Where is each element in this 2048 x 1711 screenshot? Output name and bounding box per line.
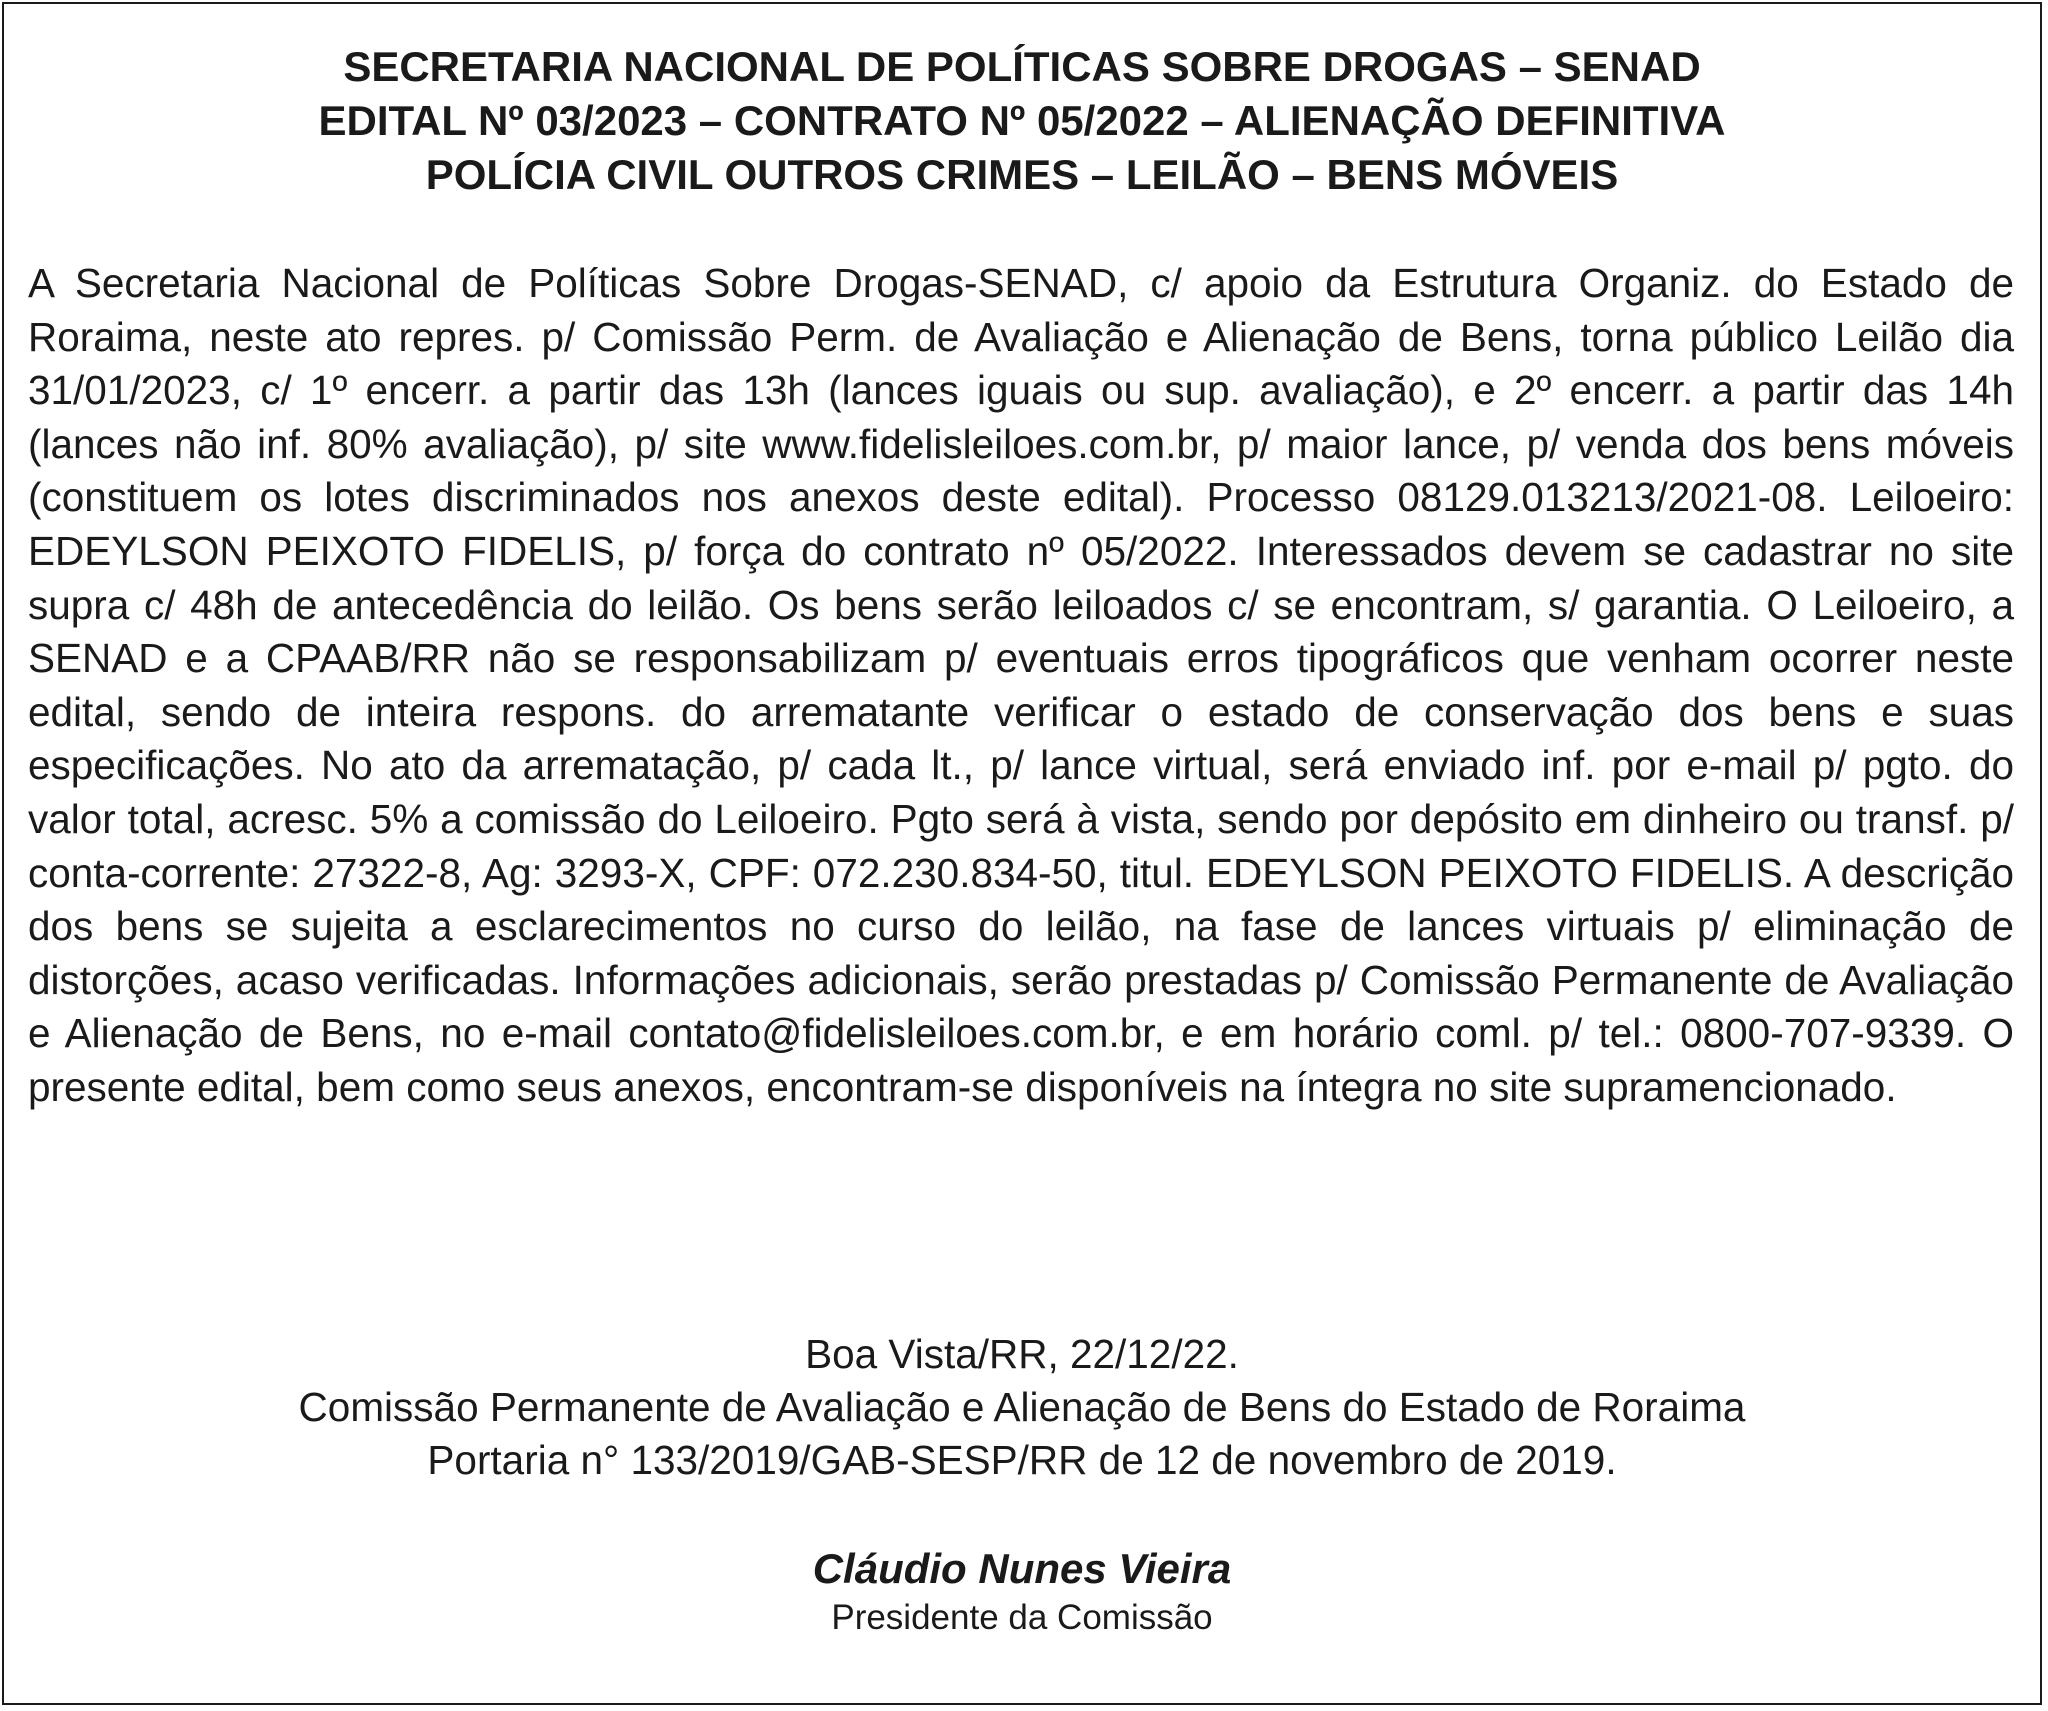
notice-frame <box>2 2 2042 1705</box>
committee-name: Comissão Permanente de Avaliação e Alienação de Bens do Estado de Roraima <box>298 1384 1746 1430</box>
place-date: Boa Vista/RR, 22/12/22. <box>805 1331 1239 1377</box>
notice-header <box>4 40 2040 202</box>
signature-block <box>4 1542 2040 1640</box>
header-agency-line: SECRETARIA NACIONAL DE POLÍTICAS SOBRE DROGAS – SENAD <box>343 43 1701 90</box>
header-edital-line: EDITAL Nº 03/2023 – CONTRATO Nº 05/2022 – ALIENAÇÃO DEFINITIVA <box>318 97 1726 144</box>
signer-name: Cláudio Nunes Vieira <box>812 1545 1232 1592</box>
ordinance-reference: Portaria n° 133/2019/GAB-SESP/RR de 12 de novembro de 2019. <box>427 1437 1617 1483</box>
signer-role: Presidente da Comissão <box>831 1598 1213 1637</box>
notice-footer <box>4 1328 2040 1487</box>
header-subject-line: POLÍCIA CIVIL OUTROS CRIMES – LEILÃO – BENS MÓVEIS <box>425 151 1619 198</box>
notice-body-paragraph: A Secretaria Nacional de Políticas Sobre Drogas-SENAD, c/ apoio da Estrutura Organiz. do Estado de Roraima, neste ato repres. p/ Comissão Perm. de Avaliação e Alienação de Bens, torna público Leilão dia 31/01/2023, c/ 1º encerr. a partir das 13h (lances iguais ou sup. avaliação), e 2º encerr. a partir das 14h (lances não inf. 80% avaliação), p/ site www.fidelisleiloes.com.br, p/ maior lance, p/ venda dos bens móveis (constituem os lotes discriminados nos anexos deste edital). Processo 08129.013213/2021-08. Leiloeiro: EDEYLSON PEIXOTO FIDELIS, p/ força do contrato nº 05/2022. Interessados devem se cadastrar no site supra c/ 48h de antecedência do leilão. Os bens serão leiloados c/ se encontram, s/ garantia. O Leiloeiro, a SENAD e a CPAAB/RR não se responsabilizam p/ eventuais erros tipográficos que venham ocorrer neste edital, sendo de inteira respons. do arrematante verificar o estado de conservação dos bens e suas especificações. No ato da arrematação, p/ cada lt., p/ lance virtual, será enviado inf. por e-mail p/ pgto. do valor total, acresc. 5% a comissão do Leiloeiro. Pgto será à vista, sendo por depósito em dinheiro ou transf. p/ conta-corrente: 27322-8, Ag: 3293-X, CPF: 072.230.834-50, titul. EDEYLSON PEIXOTO FIDELIS. A descrição dos bens se sujeita a esclarecimentos no curso do leilão, na fase de lances virtuais p/ eliminação de distorções, acaso verificadas. Informações adicionais, serão prestadas p/ Comissão Permanente de Avaliação e Alienação de Bens, no e-mail contato@fidelisleiloes.com.br, e em horário coml. p/ tel.: 0800-707-9339. O presente edital, bem como seus anexos, encontram-se disponíveis na íntegra no site supramencionado. <box>28 260 2014 1110</box>
